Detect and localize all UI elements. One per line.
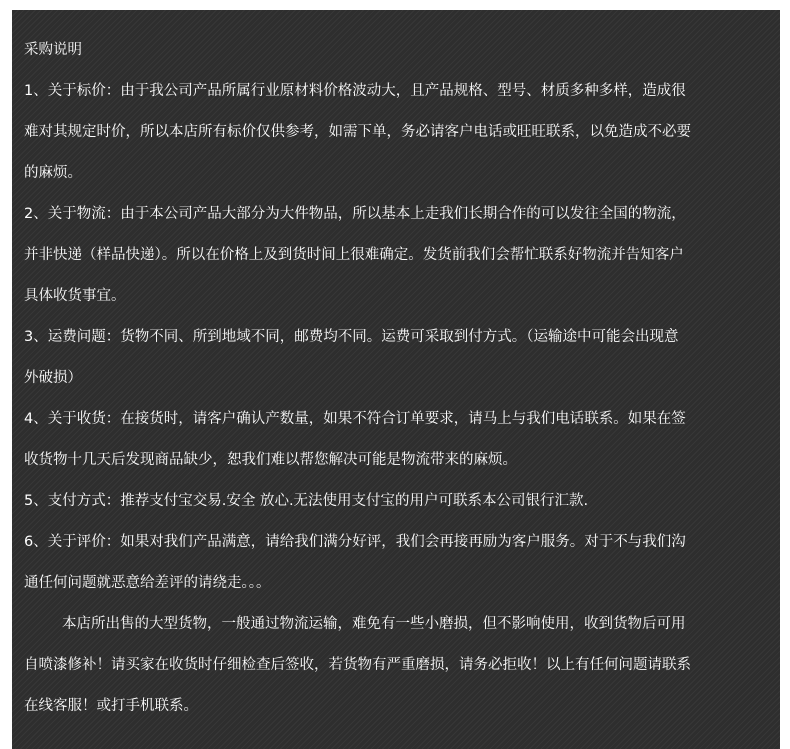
notice-line: 在线客服！或打手机联系。: [24, 698, 198, 714]
notice-title: 采购说明: [24, 42, 82, 58]
notice-line: 3、运费问题：货物不同、所到地域不同，邮费均不同。运费可采取到付方式。（运输途中可能会出现意: [24, 329, 679, 345]
notice-line: 5、支付方式：推荐支付宝交易.安全 放心.无法使用支付宝的用户可联系本公司银行汇款.: [24, 493, 589, 509]
notice-line: 4、关于收货：在接货时，请客户确认产数量，如果不符合订单要求，请马上与我们电话联系。如果在签: [24, 411, 686, 427]
notice-line: 2、关于物流：由于本公司产品大部分为大件物品，所以基本上走我们长期合作的可以发往全国的物流，: [24, 206, 686, 222]
notice-line: 并非快递（样品快递）。所以在价格上及到货时间上很难确定。发货前我们会帮忙联系好物流并告知客户: [24, 247, 684, 263]
notice-line: 6、关于评价：如果对我们产品满意，请给我们满分好评，我们会再接再励为客户服务。对于不与我们沟: [24, 534, 686, 550]
notice-line: 的麻烦。: [24, 165, 82, 181]
notice-line: 具体收货事宜。: [24, 288, 126, 304]
notice-line: 收货物十几天后发现商品缺少，恕我们难以帮您解决可能是物流带来的麻烦。: [24, 452, 517, 468]
notice-line: 外破损）: [24, 370, 82, 386]
notice-line: 1、关于标价：由于我公司产品所属行业原材料价格波动大，且产品规格、型号、材质多种多样，造成很: [24, 83, 686, 99]
notice-line: 本店所出售的大型货物，一般通过物流运输，难免有一些小磨损，但不影响使用，收到货物后可用: [62, 616, 686, 632]
notice-line: 通任何问题就恶意给差评的请绕走。。。: [24, 575, 271, 591]
notice-line: 自喷漆修补！请买家在收货时仔细检查后签收，若货物有严重磨损，请务必拒收！以上有任何问题请联系: [24, 657, 691, 673]
notice-line: 难对其规定时价，所以本店所有标价仅供参考，如需下单，务必请客户电话或旺旺联系，以免造成不必要: [24, 124, 691, 140]
purchase-notice-panel: [12, 10, 780, 749]
